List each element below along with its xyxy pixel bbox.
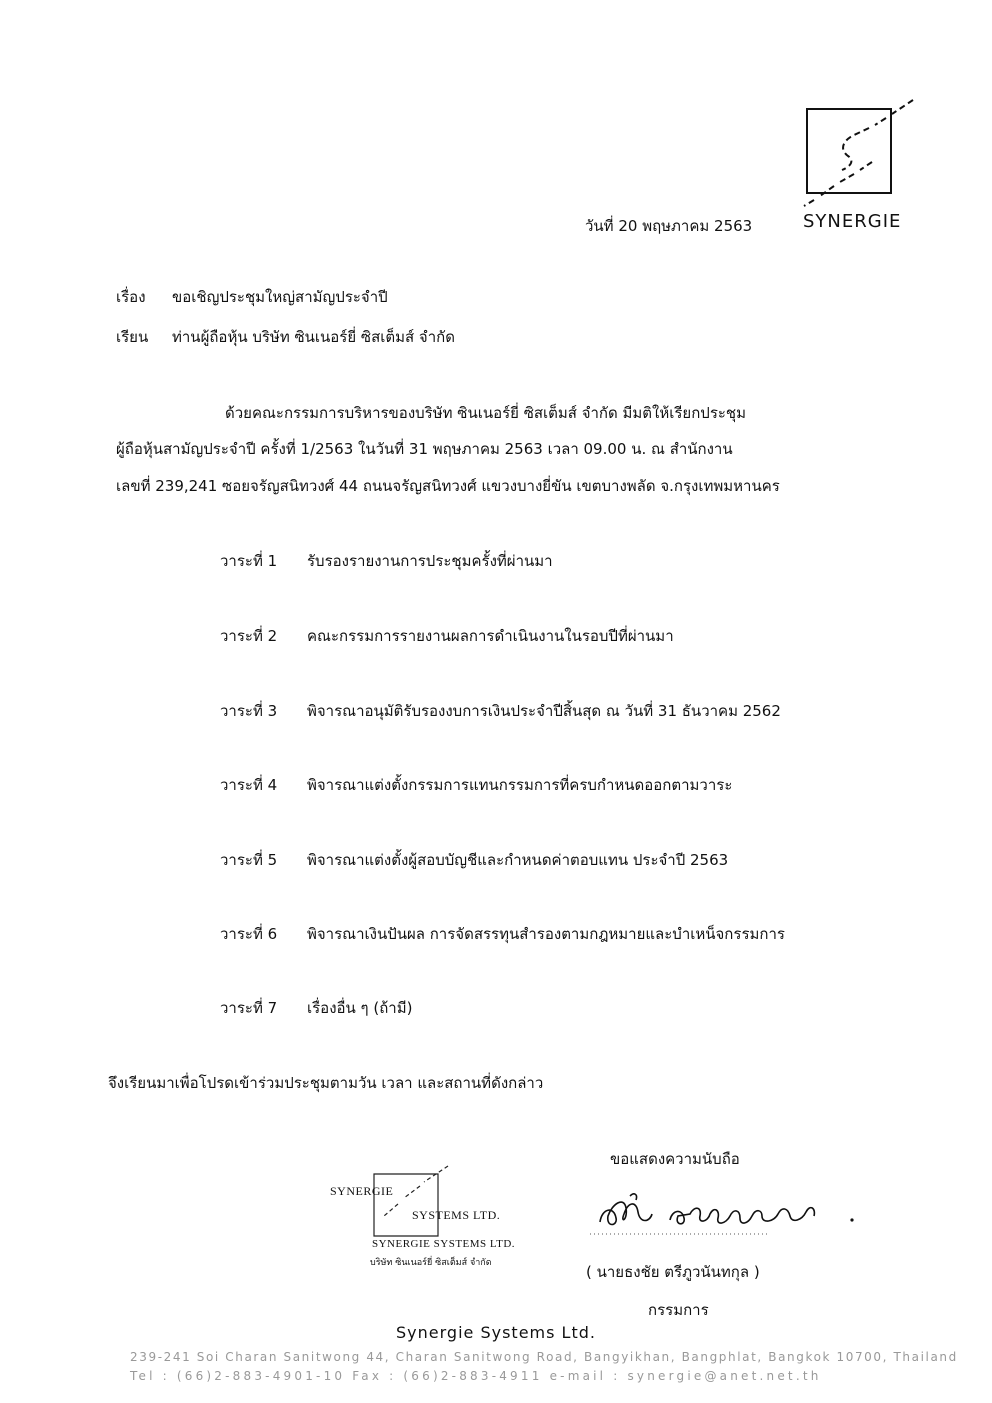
signer-name: ( นายธงชัย ตรีภูวนันทกุล ) bbox=[586, 1263, 760, 1281]
agenda-number: วาระที่ 6 bbox=[220, 925, 278, 943]
footer-company-name: Synergie Systems Ltd. bbox=[396, 1323, 596, 1342]
agenda-number: วาระที่ 5 bbox=[220, 851, 278, 869]
stamp-company-top: SYNERGIE bbox=[330, 1184, 394, 1198]
regards-text: ขอแสดงความนับถือ bbox=[610, 1150, 740, 1168]
agenda-item: รับรองรายงานการประชุมครั้งที่ผ่านมา bbox=[307, 552, 553, 570]
stamp-frame-icon bbox=[364, 1164, 454, 1244]
footer-address: 239-241 Soi Charan Sanitwong 44, Charan Sanitwong Road, Bangyikhan, Bangphlat, Bangkok 10700, Thailand bbox=[130, 1350, 958, 1364]
agenda-item: พิจารณาแต่งตั้งกรรมการแทนกรรมการที่ครบกำหนดออกตามวาระ bbox=[307, 776, 733, 794]
body-line-3: เลขที่ 239,241 ซอยจรัญสนิทวงศ์ 44 ถนนจรัญสนิทวงศ์ แขวงบางยี่ขัน เขตบางพลัด จ.กรุงเทพมหานคร bbox=[116, 477, 780, 495]
logo-wordmark: SYNERGIE bbox=[803, 211, 902, 232]
subject-label: เรื่อง bbox=[116, 288, 146, 306]
body-line-2: ผู้ถือหุ้นสามัญประจำปี ครั้งที่ 1/2563 ในวันที่ 31 พฤษภาคม 2563 เวลา 09.00 น. ณ สำนักงาน bbox=[116, 440, 733, 458]
subject-value: ขอเชิญประชุมใหญ่สามัญประจำปี bbox=[172, 288, 388, 306]
agenda-number: วาระที่ 7 bbox=[220, 999, 278, 1017]
stamp-company-suffix: SYSTEMS LTD. bbox=[412, 1208, 501, 1222]
document-date: วันที่ 20 พฤษภาคม 2563 bbox=[585, 217, 753, 235]
to-label: เรียน bbox=[116, 328, 149, 346]
agenda-item: พิจารณาแต่งตั้งผู้สอบบัญชีและกำหนดค่าตอบแทน ประจำปี 2563 bbox=[307, 851, 729, 869]
agenda-item: คณะกรรมการรายงานผลการดำเนินงานในรอบปีที่ผ่านมา bbox=[307, 627, 674, 645]
agenda-item: เรื่องอื่น ๆ (ถ้ามี) bbox=[307, 999, 413, 1017]
stamp-company-thai: บริษัท ซินเนอร์ยี่ ซิสเต็มส์ จำกัด bbox=[370, 1258, 492, 1268]
stamp-company-full: SYNERGIE SYSTEMS LTD. bbox=[372, 1238, 516, 1250]
signer-title: กรรมการ bbox=[648, 1301, 709, 1319]
agenda-number: วาระที่ 3 bbox=[220, 702, 278, 720]
agenda-number: วาระที่ 4 bbox=[220, 776, 278, 794]
agenda-number: วาระที่ 1 bbox=[220, 552, 278, 570]
footer-contact: Tel : (66)2-883-4901-10 Fax : (66)2-883-4911 e-mail : synergie@anet.net.th bbox=[130, 1369, 822, 1383]
agenda-item: พิจารณาอนุมัติรับรองงบการเงินประจำปีสิ้นสุด ณ วันที่ 31 ธันวาคม 2562 bbox=[307, 702, 781, 720]
body-line-1: ด้วยคณะกรรมการบริหารของบริษัท ซินเนอร์ยี่ ซิสเต็มส์ จำกัด มีมติให้เรียกประชุม bbox=[225, 404, 747, 422]
closing-text: จึงเรียนมาเพื่อโปรดเข้าร่วมประชุมตามวัน เวลา และสถานที่ดังกล่าว bbox=[108, 1074, 544, 1092]
logo-mark-icon bbox=[780, 92, 920, 222]
agenda-number: วาระที่ 2 bbox=[220, 627, 278, 645]
agenda-item: พิจารณาเงินปันผล การจัดสรรทุนสำรองตามกฎหมายและบำเหน็จกรรมการ bbox=[307, 925, 785, 943]
to-value: ท่านผู้ถือหุ้น บริษัท ซินเนอร์ยี่ ซิสเต็มส์ จำกัด bbox=[172, 328, 455, 346]
handwritten-signature bbox=[590, 1186, 870, 1242]
